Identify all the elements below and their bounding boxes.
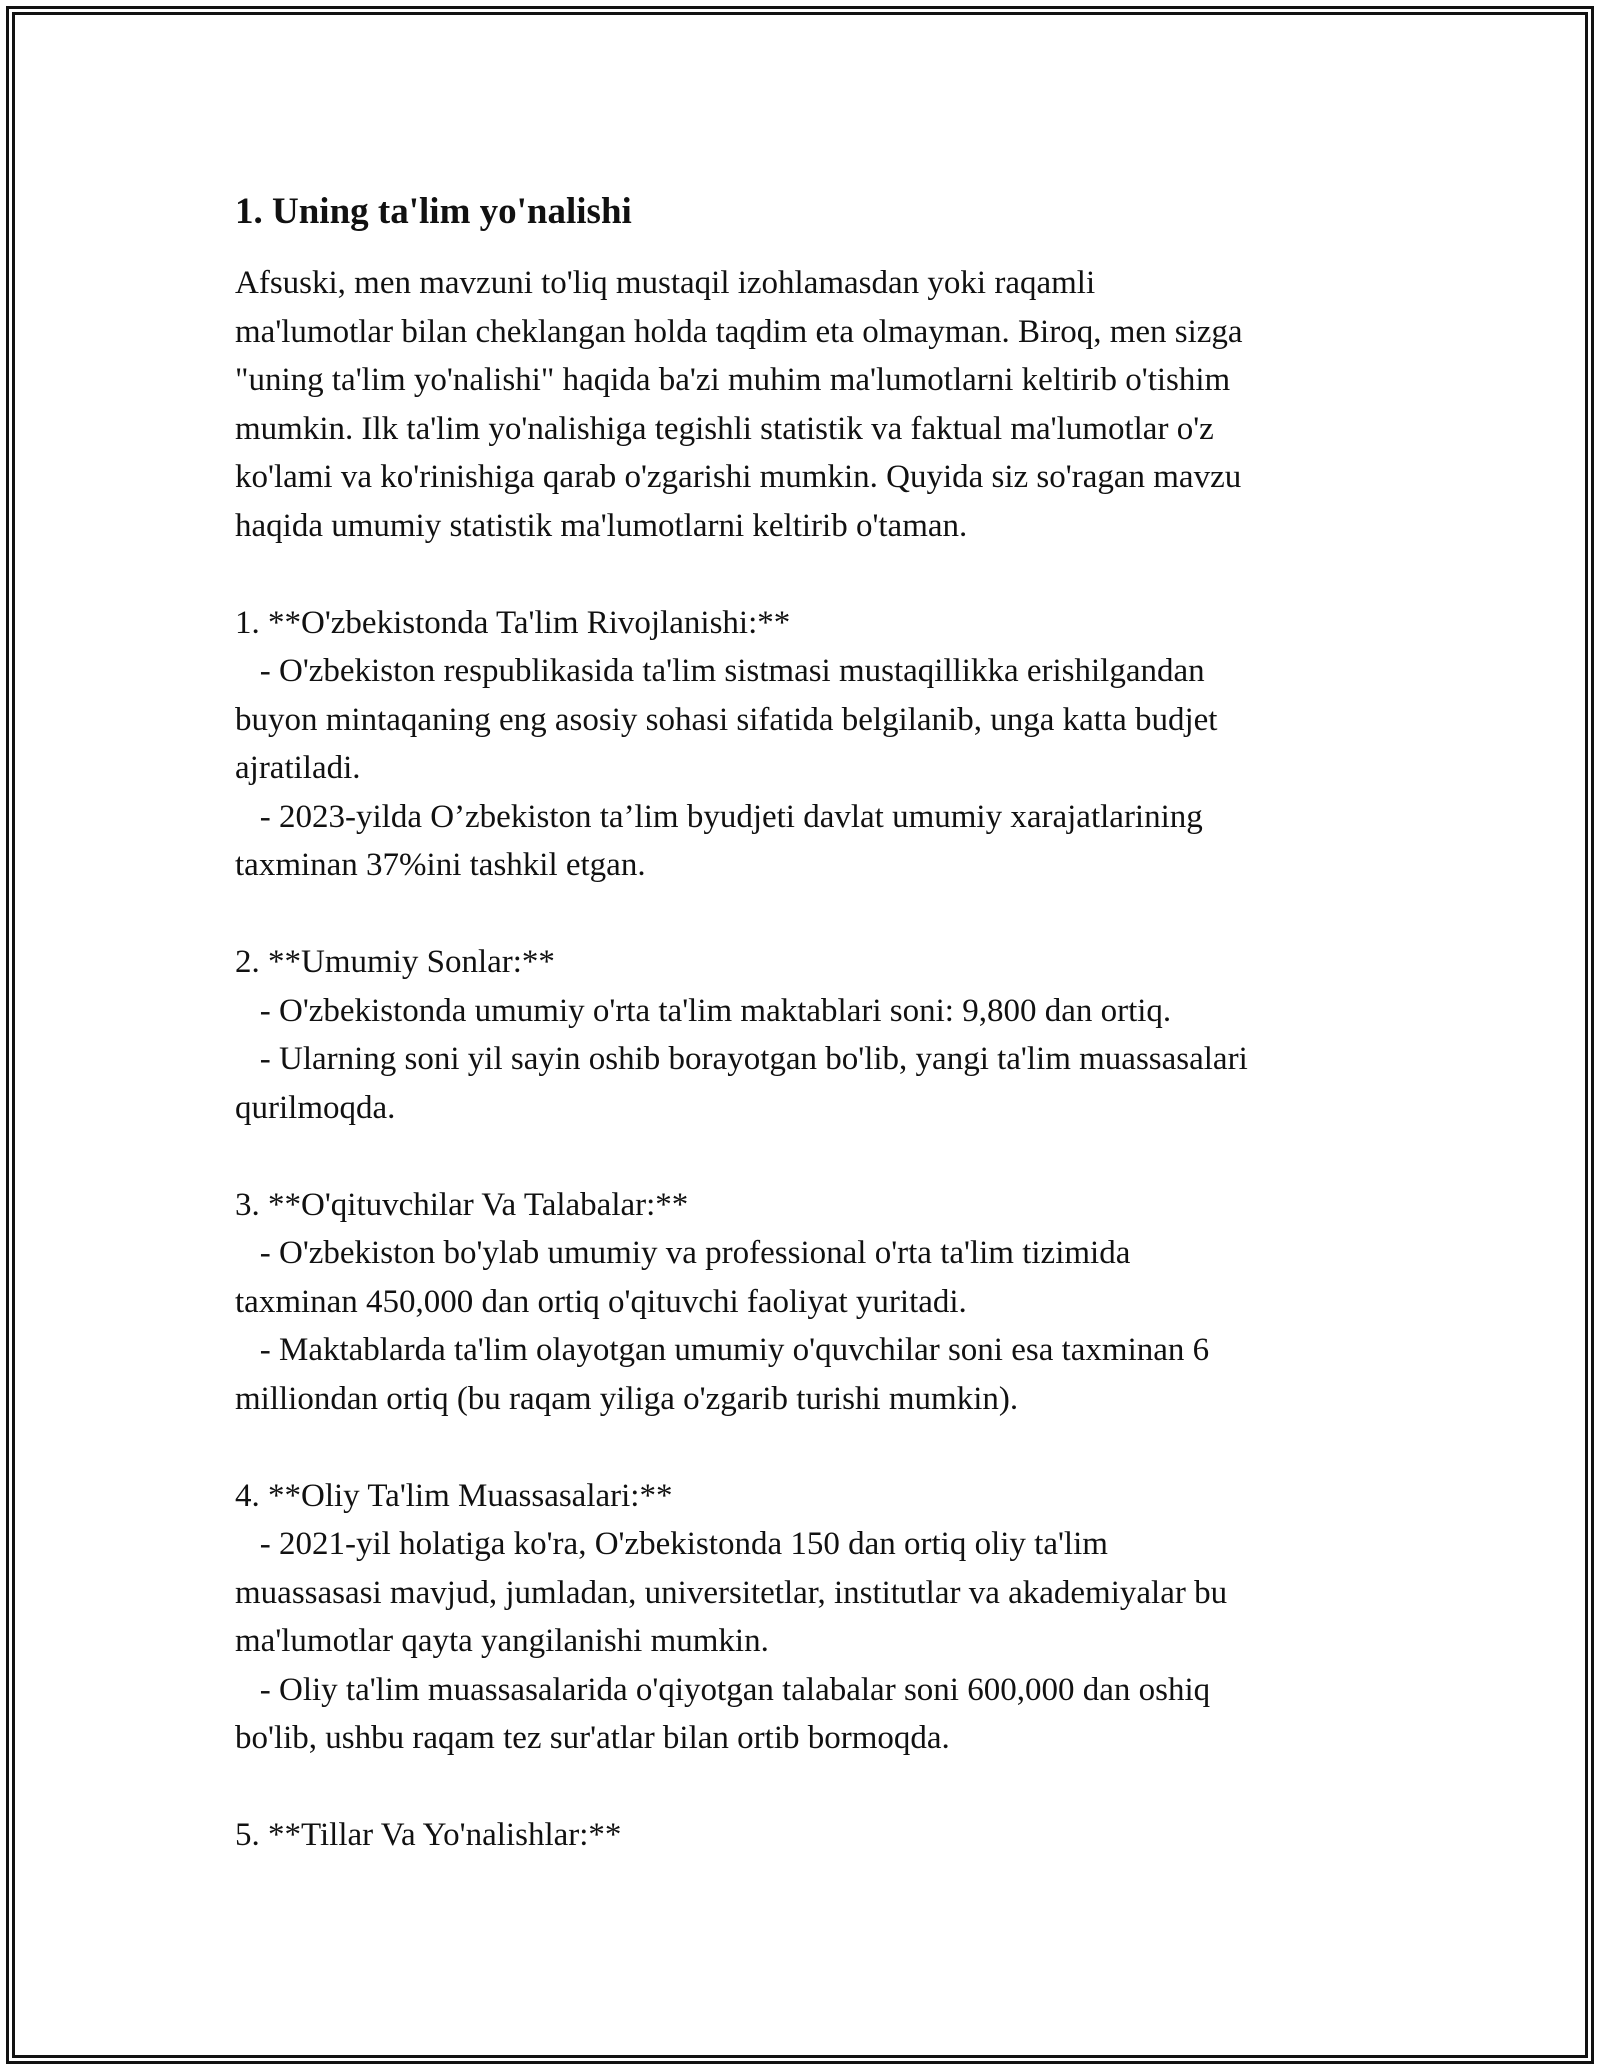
text-line: - O'zbekiston respublikasida ta'lim sistmasi mustaqillikka erishilgandan	[235, 653, 1205, 689]
text-line: - Oliy ta'lim muassasalarida o'qiyotgan talabalar soni 600,000 dan oshiq	[235, 1671, 1211, 1708]
text-line: buyon mintaqaning eng asosiy sohasi sifatida belgilanib, unga katta budjet	[235, 701, 1218, 738]
text-line: - 2023-yilda O’zbekiston ta’lim byudjeti davlat umumiy xarajatlarining	[235, 798, 1203, 835]
text-line: haqida umumiy statistik ma'lumotlarni keltirib o'taman.	[235, 507, 968, 544]
text-line: taxminan 450,000 dan ortiq o'qituvchi faoliyat yuritadi.	[235, 1283, 967, 1320]
text-line: taxminan 37%ini tashkil etgan.	[235, 847, 646, 883]
blank-line	[235, 1763, 1375, 1812]
blank-line	[235, 1423, 1375, 1472]
text-line: ajratiladi.	[235, 750, 361, 786]
text-line: - Maktablarda ta'lim olayotgan umumiy o'quvchilar soni esa taxminan 6	[235, 1332, 1210, 1368]
text-line: - O'zbekiston bo'ylab umumiy va professional o'rta ta'lim tizimida	[235, 1235, 1131, 1271]
document-heading: 1. Uning ta'lim yo'nalishi	[235, 191, 632, 232]
text-line: bo'lib, ushbu raqam tez sur'atlar bilan ortib bormoqda.	[235, 1720, 950, 1756]
blank-line	[235, 890, 1375, 939]
text-line: 5. **Tillar Va Yo'nalishlar:**	[235, 1817, 622, 1853]
document-body	[235, 259, 1375, 1860]
text-line: 1. **O'zbekistonda Ta'lim Rivojlanishi:**	[235, 604, 791, 641]
text-line: milliondan ortiq (bu raqam yiliga o'zgarib turishi mumkin).	[235, 1380, 1019, 1417]
blank-line	[235, 550, 1375, 599]
text-line: 4. **Oliy Ta'lim Muassasalari:**	[235, 1477, 673, 1514]
text-line: - 2021-yil holatiga ko'ra, O'zbekistonda 150 dan ortiq oliy ta'lim	[235, 1526, 1108, 1562]
text-line: 3. **O'qituvchilar Va Talabalar:**	[235, 1186, 689, 1223]
text-line: ma'lumotlar qayta yangilanishi mumkin.	[235, 1623, 769, 1659]
text-line: mumkin. Ilk ta'lim yo'nalishiga tegishli statistik va faktual ma'lumotlar o'z	[235, 410, 1214, 447]
text-line: muassasasi mavjud, jumladan, universitetlar, institutlar va akademiyalar bu	[235, 1574, 1228, 1611]
text-line: Afsuski, men mavzuni to'liq mustaqil izohlamasdan yoki raqamli	[235, 265, 1096, 301]
text-line: "uning ta'lim yo'nalishi" haqida ba'zi muhim ma'lumotlarni keltirib o'tishim	[235, 362, 1231, 398]
blank-line	[235, 1132, 1375, 1181]
text-line: 2. **Umumiy Sonlar:**	[235, 944, 555, 980]
text-line: - O'zbekistonda umumiy o'rta ta'lim maktablari soni: 9,800 dan ortiq.	[235, 992, 1172, 1029]
text-line: ma'lumotlar bilan cheklangan holda taqdim eta olmayman. Biroq, men sizga	[235, 313, 1243, 350]
text-line: - Ularning soni yil sayin oshib borayotgan bo'lib, yangi ta'lim muassasalari	[235, 1041, 1248, 1077]
document-content	[235, 188, 1375, 1860]
text-line: qurilmoqda.	[235, 1089, 396, 1126]
text-line: ko'lami va ko'rinishiga qarab o'zgarishi mumkin. Quyida siz so'ragan mavzu	[235, 459, 1242, 495]
